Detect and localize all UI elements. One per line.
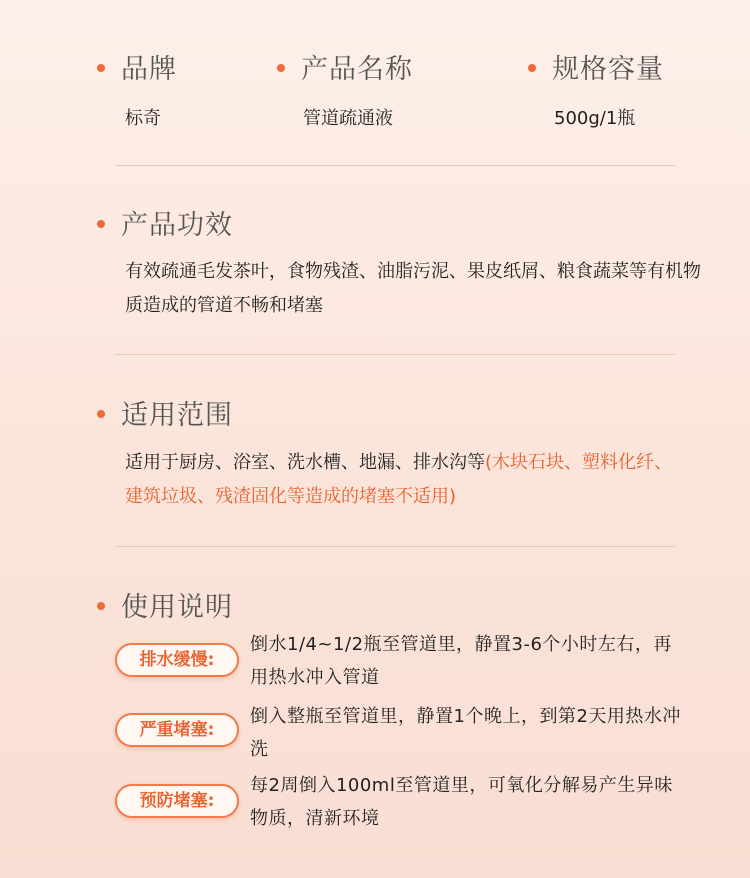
- usage-text-prevention: 每2周倒入100ml至管道里，可氧化分解易产生异味物质，清新环境: [250, 775, 673, 829]
- product-name-heading: [277, 47, 413, 86]
- capacity-value: 500g/1瓶: [554, 108, 636, 129]
- capacity-heading: [528, 47, 664, 86]
- usage-text-severe-clog: 倒入整瓶至管道里，静置1个晚上，到第2天用热水冲洗: [250, 706, 681, 760]
- efficacy-title: 产品功效: [121, 210, 233, 241]
- usage-text-slow-drain: 倒水1/4~1/2瓶至管道里，静置3-6个小时左右，再用热水冲入管道: [250, 634, 672, 688]
- scope-warning: (木块石块、塑料化纤、建筑垃圾、残渣固化等造成的堵塞不适用): [125, 452, 673, 507]
- scope-heading: [97, 393, 233, 432]
- usage-tag-prevention: 预防堵塞:: [115, 784, 239, 818]
- bullet-dot-icon: [97, 220, 105, 228]
- product-name-value: 管道疏通液: [303, 108, 393, 129]
- scope-text: [125, 446, 685, 514]
- bullet-dot-icon: [97, 410, 105, 418]
- bullet-dot-icon: [97, 602, 105, 610]
- brand-value: 标奇: [125, 108, 161, 129]
- usage-heading: [97, 585, 233, 624]
- brand-title: 品牌: [121, 54, 177, 85]
- product-name-title: 产品名称: [301, 54, 413, 85]
- bullet-dot-icon: [528, 64, 536, 72]
- usage-title: 使用说明: [121, 592, 233, 623]
- divider: [115, 354, 675, 355]
- efficacy-heading: [97, 203, 233, 242]
- scope-title: 适用范围: [121, 400, 233, 431]
- divider: [115, 546, 675, 547]
- brand-heading: [97, 47, 177, 86]
- scope-applicable: 适用于厨房、浴室、洗水槽、地漏、排水沟等: [125, 452, 485, 473]
- bullet-dot-icon: [277, 64, 285, 72]
- capacity-title: 规格容量: [552, 54, 664, 85]
- divider: [115, 165, 675, 166]
- usage-tag-slow-drain: 排水缓慢:: [115, 643, 239, 677]
- usage-tag-severe-clog: 严重堵塞:: [115, 713, 239, 747]
- efficacy-text: 有效疏通毛发茶叶，食物残渣、油脂污泥、果皮纸屑、粮食蔬菜等有机物质造成的管道不畅和堵塞: [125, 261, 701, 316]
- bullet-dot-icon: [97, 64, 105, 72]
